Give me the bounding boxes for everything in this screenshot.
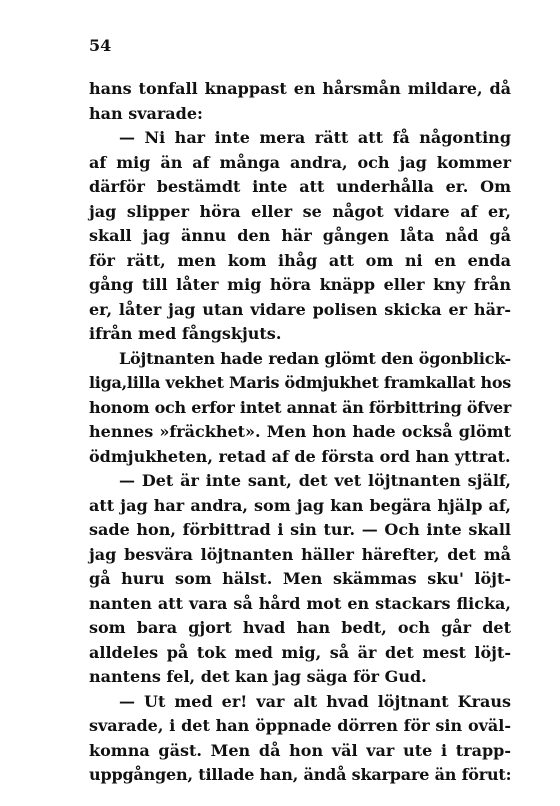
text-line: liga,lilla vekhet Maris ödmjukhet framkallat hos [89,373,512,392]
text-line: sade hon, förbittrad i sin tur. — Och inte skall [89,520,511,539]
text-line: hans tonfall knappast en hårsmån mildare, då [89,79,511,98]
text-line: komna gäst. Men då hon väl var ute i trapp- [89,740,511,760]
text-line: han svarade: [89,103,203,123]
text-line: gå huru som hälst. Men skämmas sku' löjt- [89,569,511,588]
text-line: därför bestämdt inte att underhålla er. Om [89,177,511,196]
text-line: gång till låter mig höra knäpp eller kny från [89,275,511,294]
page-number: 54 [89,36,112,55]
text-line: honom och erfor intet annat än förbittring öfver [89,397,512,417]
text-line: ödmjukheten, retad af de första ord han yttrat. [89,446,511,466]
text-line: för rätt, men kom ihåg att om ni en enda [89,250,511,270]
text-line: som bara gjort hvad han bedt, och går det [89,618,511,637]
text-line: svarade, i det han öppnade dörren för sin oväl- [89,716,511,735]
text-line: skall jag ännu den här gången låta nåd gå [89,226,511,245]
body-text [89,77,511,788]
text-line: af mig än af många andra, och jag kommer [89,152,511,172]
text-line: jag besvära löjtnanten häller härefter, det må [89,544,511,564]
text-line: ifrån med fångskjuts. [89,324,282,343]
text-line: jag slipper höra eller se något vidare af er, [89,201,511,221]
text-line: — Det är inte sant, det vet löjtnanten själf, [119,471,511,490]
text-line: — Ni har inte mera rätt att få någonting [119,128,511,147]
text-line: er, låter jag utan vidare polisen skicka er här- [89,299,511,319]
text-line: nanten att vara så hård mot en stackars flicka, [89,593,511,613]
text-line: alldeles på tok med mig, så är det mest löjt- [89,642,511,662]
text-line: Löjtnanten hade redan glömt den ögonblick- [119,348,511,368]
text-line: att jag har andra, som jag kan begära hjälp af, [89,495,511,515]
text-line: hennes »fräckhet». Men hon hade också glömt [89,422,511,441]
text-line: nantens fel, det kan jag säga för Gud. [89,667,427,686]
text-line: — Ut med er! var alt hvad löjtnant Kraus [119,691,511,711]
text-line: uppgången, tillade han, ändå skarpare än förut: [89,765,512,784]
